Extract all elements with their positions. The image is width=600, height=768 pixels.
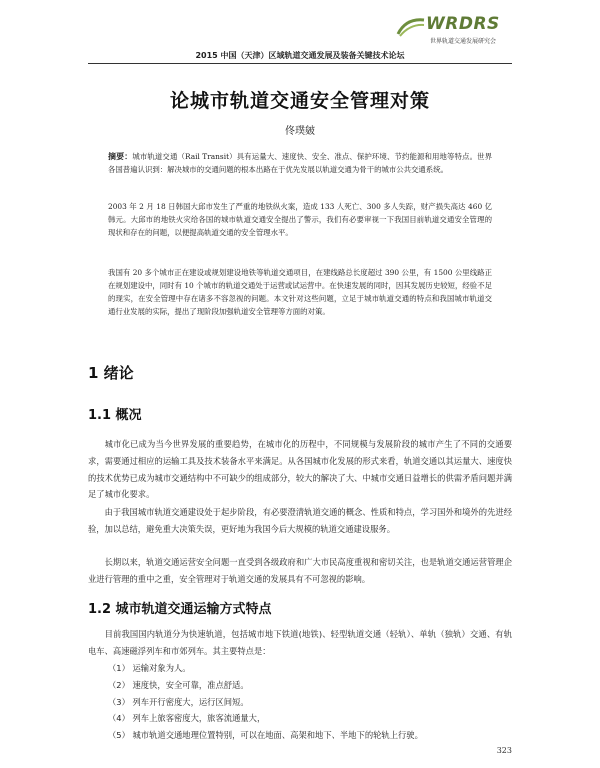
section-1-1-paragraph-3: 长期以来，轨道交通运营安全问题一直受到各级政府和广大市民高度重视和密切关注，也是轨道交通运营管理企业进行管理的重中之重，安全管理对于轨道交通的发展具有不可忽视的影响。 bbox=[88, 557, 512, 584]
list-item: （4） 列车上旅客密度大，旅客流通量大， bbox=[108, 713, 266, 724]
running-header: 2015 中国（天津）区域轨道交通发展及装备关键技术论坛 bbox=[195, 51, 405, 60]
feature-list bbox=[108, 660, 508, 744]
section-1-1-paragraph-1: 城市化已成为当今世界发展的重要趋势，在城市化的历程中，不同规模与发展阶段的城市产生了不同的交通要求，需要通过相应的运输工具及技术装备水平来满足。从各国城市化发展的形式来看，轨道交通以其运量大、速度快的技术优势已成为城市交通结构中不可缺少的组成部分，较大的解决了大、中城市交通日益增长的供需矛盾问题并满足了城市化要求。 bbox=[88, 439, 512, 500]
wrdrs-swoosh-icon bbox=[396, 16, 426, 38]
paper-author: 佟璞皴 bbox=[285, 126, 315, 137]
section-heading-1: 1 绪论 bbox=[88, 364, 134, 382]
abstract-paragraph-3: 我国有 20 多个城市正在建设或规划建设地铁等轨道交通项目，在建线路总长度超过 390 公里，有 1500 公里线路正在规划建设中，同时有 10 个城市的轨道交通处于运营或试运营中。在快速发展的同时，因其发展历史较短，经验不足的现实，在安全管理中存在诸多不容忽视的问题。本文针对这些问题，立足于城市轨道交通的特点和我国城市轨道交通行业发展的实际，提出了现阶段加强轨道安全管理等方面的对策。 bbox=[108, 268, 492, 316]
logo-subtitle: 世界轨道交通发展研究会 bbox=[430, 38, 497, 45]
page-number: 323 bbox=[496, 746, 512, 755]
abstract-paragraph-1 bbox=[108, 150, 492, 176]
list-item: （5） 城市轨道交通地理位置特别，可以在地面、高架和地下、半地下的轮轨上行驶。 bbox=[108, 730, 423, 741]
section-1-1-paragraph-2: 由于我国城市轨道交通建设处于起步阶段，有必要澄清轨道交通的概念、性质和特点，学习国外和境外的先进经验，加以总结，避免重大决策失误，更好地为我国今后大规模的轨道交通建设服务。 bbox=[88, 507, 512, 534]
list-item: （3） 列车开行密度大，运行区间短。 bbox=[108, 696, 249, 707]
section-1-2-paragraph-1: 目前我国国内轨道分为快速轨道，包括城市地下铁道(地铁)、轻型轨道交通（轻轨）、单轨（独轨）交通、有轨电车、高速磁浮列车和市郊列车。其主要特点是： bbox=[88, 629, 512, 656]
logo-brand: WRDRS bbox=[426, 14, 500, 34]
list-item: （2） 速度快，安全可靠，准点舒适。 bbox=[108, 679, 249, 690]
list-item: （1） 运输对象为人。 bbox=[108, 663, 191, 673]
publisher-logo bbox=[396, 14, 546, 50]
header-divider bbox=[88, 63, 512, 64]
subsection-heading-1-2: 1.2 城市轨道交通运输方式特点 bbox=[88, 602, 272, 617]
paper-title: 论城市轨道交通安全管理对策 bbox=[169, 90, 430, 112]
abstract-label: 摘要： bbox=[108, 152, 133, 161]
subsection-heading-1-1: 1.1 概况 bbox=[88, 408, 142, 423]
abstract-text-1: 城市轨道交通（Rail Transit）具有运量大、速度快、安全、准点、保护环境、节约能源和用地等特点。世界各国普遍认识到：解决城市的交通问题的根本出路在于优先发展以轨道交通为骨干的城市公共交通系统。 bbox=[108, 152, 493, 174]
abstract-paragraph-2: 2003 年 2 月 18 日韩国大邱市发生了严重的地铁纵火案，造成 133 人死亡、300 多人失踪，财产损失高达 460 亿韩元。大邱市的地铁火灾给各国的城市轨道交通安全提出了警示，我们有必要审视一下我国目前轨道交通安全管理的现状和存在的问题，以便提高轨道交通的安全管理水平。 bbox=[108, 202, 492, 237]
